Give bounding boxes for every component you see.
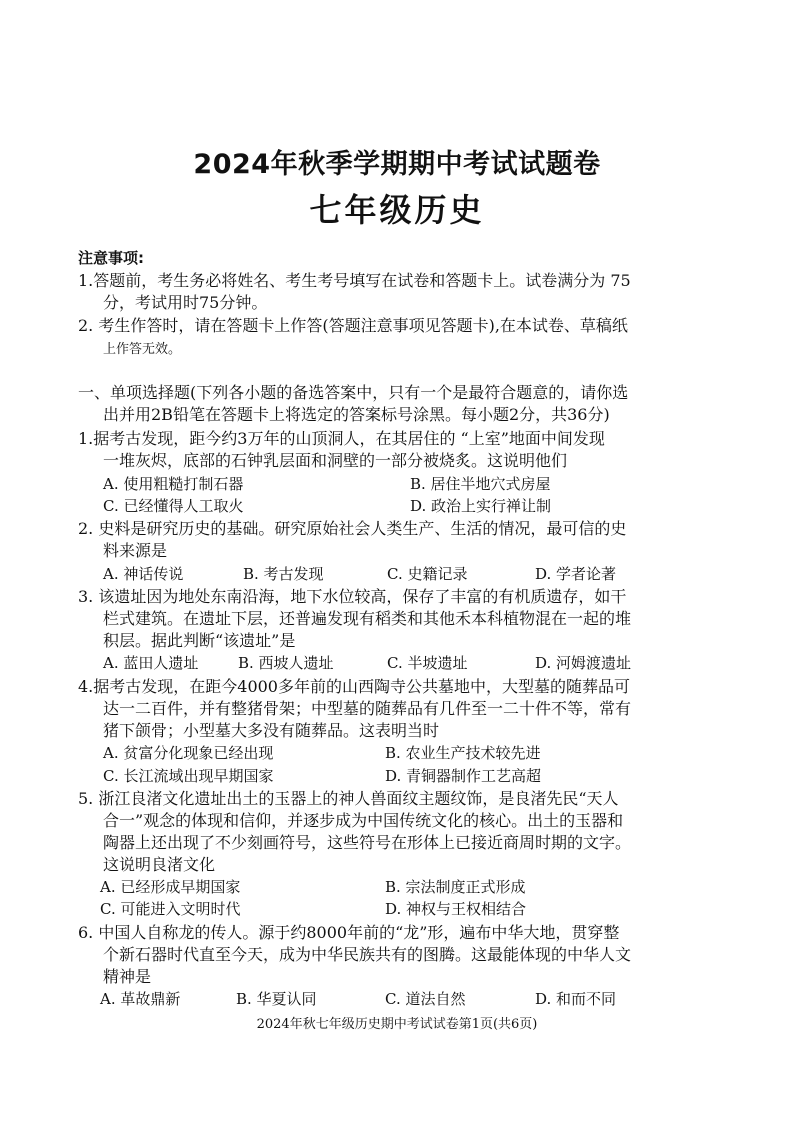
question-5-option-d: D. 神权与王权相结合 xyxy=(385,900,527,918)
question-5-line2: 合一”观念的体现和信仰，并逐步成为中国传统文化的核心。出土的玉器和 xyxy=(103,811,624,830)
notice-item-1-line1: 1.答题前，考生务必将姓名、考生考号填写在试卷和答题卡上。试卷满分为 75 xyxy=(78,271,631,290)
question-3-line3: 积层。据此判断“该遗址”是 xyxy=(103,631,296,650)
question-2-option-a: A. 神话传说 xyxy=(103,565,184,583)
question-5-line3: 陶器上还出现了不少刻画符号，这些符号在形体上已接近商周时期的文字。 xyxy=(103,833,632,852)
question-3-option-c: C. 半坡遗址 xyxy=(387,654,468,672)
question-2-option-c: C. 史籍记录 xyxy=(387,565,468,583)
question-6-line2: 个新石器时代直至今天，成为中华民族共有的图腾。这最能体现的中华人文 xyxy=(103,945,632,964)
question-2-option-d: D. 学者论著 xyxy=(535,565,617,583)
notice-item-1-line2: 分，考试用时75分钟。 xyxy=(103,293,268,312)
question-1-option-d: D. 政治上实行禅让制 xyxy=(410,497,552,515)
question-3-option-a: A. 蓝田人遗址 xyxy=(103,654,199,672)
question-1-line2: 一堆灰烬，底部的石钟乳层面和洞壁的一部分被烧炙。这说明他们 xyxy=(103,451,568,470)
question-4-option-d: D. 青铜器制作工艺高超 xyxy=(385,767,542,785)
question-2-line2: 料来源是 xyxy=(103,541,168,560)
question-5-line1: 5. 浙江良渚文化遗址出土的玉器上的神人兽面纹主题纹饰，是良渚先民“天人 xyxy=(78,789,619,808)
question-1-option-a: A. 使用粗糙打制石器 xyxy=(103,475,244,493)
question-4-line1: 4.据考古发现，在距今4000多年前的山西陶寺公共墓地中，大型墓的随葬品可 xyxy=(78,677,630,696)
question-3-option-d: D. 河姆渡遗址 xyxy=(535,654,632,672)
notice-item-2-line2: 上作答无效。 xyxy=(103,342,182,357)
question-3-option-b: B. 西坡人遗址 xyxy=(238,654,334,672)
question-5-option-c: C. 可能进入文明时代 xyxy=(100,900,241,918)
question-4-line2: 达一二百件，并有整猪骨架；中型墓的随葬品有几件至一二十件不等，常有 xyxy=(103,699,632,718)
question-5-line4: 这说明良渚文化 xyxy=(103,855,216,874)
question-4-option-c: C. 长江流域出现早期国家 xyxy=(103,767,274,785)
page-footer: 2024年秋七年级历史期中考试试卷第1页(共6页) xyxy=(256,1017,538,1032)
question-2-line1: 2. 史料是研究历史的基础。研究原始社会人类生产、生活的情况，最可信的史 xyxy=(78,519,627,538)
section-heading-line2: 出并用2B铅笔在答题卡上将选定的答案标号涂黑。每小题2分，共36分) xyxy=(103,405,610,424)
notice-heading: 注意事项: xyxy=(78,249,144,267)
question-6-option-c: C. 道法自然 xyxy=(385,990,466,1008)
question-6-line1: 6. 中国人自称龙的传人。源于约8000年前的“龙”形，遍布中华大地，贯穿整 xyxy=(78,923,620,942)
question-6-line3: 精神是 xyxy=(103,967,152,986)
question-1-option-c: C. 已经懂得人工取火 xyxy=(103,497,244,515)
question-6-option-b: B. 华夏认同 xyxy=(236,990,317,1008)
question-2-option-b: B. 考古发现 xyxy=(243,565,324,583)
notice-item-2-line1: 2. 考生作答时，请在答题卡上作答(答题注意事项见答题卡),在本试卷、草稿纸 xyxy=(78,316,628,335)
question-4-option-a: A. 贫富分化现象已经出现 xyxy=(103,744,274,762)
exam-subtitle: 七年级历史 xyxy=(309,191,485,229)
question-1-line1: 1.据考古发现，距今约3万年的山顶洞人，在其居住的 “上室”地面中间发现 xyxy=(78,429,605,448)
question-4-option-b: B. 农业生产技术较先进 xyxy=(385,744,541,762)
exam-title: 2024年秋季学期期中考试试题卷 xyxy=(193,149,601,180)
question-3-line2: 栏式建筑。在遗址下层，还普遍发现有稻类和其他禾本科植物混在一起的堆 xyxy=(103,609,632,628)
question-5-option-a: A. 已经形成早期国家 xyxy=(100,878,241,896)
question-6-option-a: A. 革故鼎新 xyxy=(100,990,181,1008)
question-1-option-b: B. 居住半地穴式房屋 xyxy=(410,475,551,493)
question-4-line3: 猪下颌骨；小型墓大多没有随葬品。这表明当时 xyxy=(103,721,440,740)
question-5-option-b: B. 宗法制度正式形成 xyxy=(385,878,526,896)
question-6-option-d: D. 和而不同 xyxy=(535,990,617,1008)
section-heading-line1: 一、单项选择题(下列各小题的备选答案中，只有一个是最符合题意的，请你选 xyxy=(78,383,629,402)
question-3-line1: 3. 该遗址因为地处东南沿海，地下水位较高，保存了丰富的有机质遗存，如干 xyxy=(78,587,627,606)
